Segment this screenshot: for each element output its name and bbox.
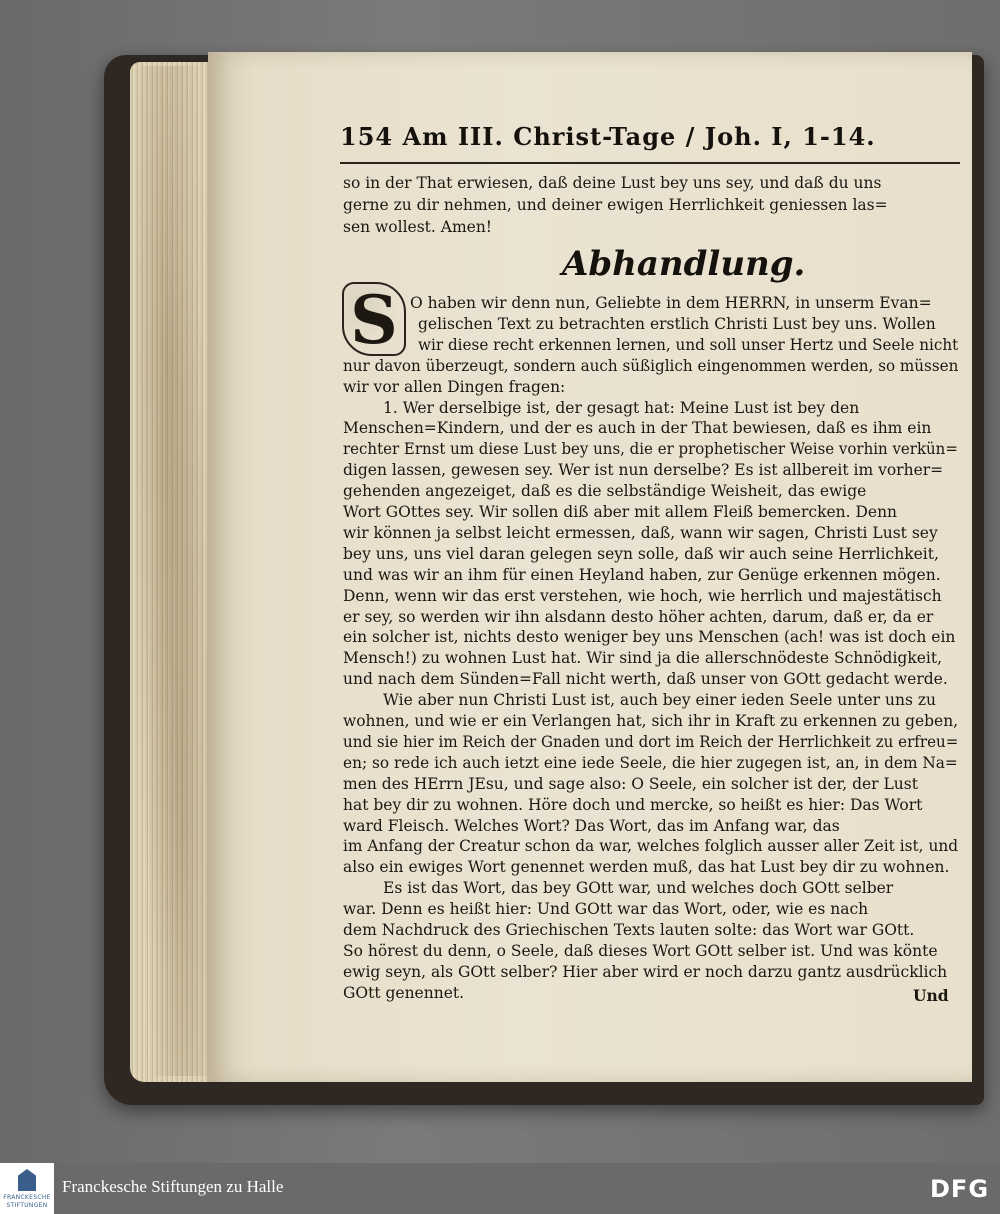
body-line: men des HErrn JEsu, und sage also: O Seele, ein solcher ist der, der Lust <box>343 774 918 793</box>
body-line: gelischen Text zu betrachten erstlich Christi Lust bey uns. Wollen <box>418 314 936 333</box>
body-line: GOtt genennet. <box>343 983 465 1002</box>
body-line: en; so rede ich auch ietzt eine iede Seele, die hier zugegen ist, an, in dem Na= <box>343 753 958 772</box>
body-line: dem Nachdruck des Griechischen Texts lauten solte: das Wort war GOtt. <box>343 921 915 939</box>
body-line: rechter Ernst um diese Lust bey uns, die er prophetischer Weise vorhin verkün= <box>343 440 958 459</box>
body-line: wir diese recht erkennen lernen, und soll unser Hertz und Seele nicht <box>418 335 959 354</box>
dfg-logo[interactable]: DFG <box>930 1175 990 1203</box>
body-line: er sey, so werden wir ihn alsdann desto höher achten, darum, daß er, da er <box>343 607 934 626</box>
body-line: nur davon überzeugt, sondern auch süßiglich eingenommen werden, so müssen <box>343 356 959 375</box>
body-line: Mensch!) zu wohnen Lust hat. Wir sind ja die allerschnödeste Schnödigkeit, <box>343 649 943 668</box>
body-line: O haben wir denn nun, Geliebte in dem HERRN, in unserm Evan= <box>410 294 932 312</box>
footer-bar <box>0 1163 1000 1214</box>
body-line: bey uns, uns viel daran gelegen seyn solle, daß wir auch seine Herrlichkeit, <box>343 544 939 563</box>
body-line: wohnen, und wie er ein Verlangen hat, sich ihr in Kraft zu erkennen zu geben, <box>343 712 959 730</box>
page-header: 154 Am III. Christ-Tage / Joh. I, 1-14. <box>340 122 876 151</box>
header-rule <box>340 162 960 164</box>
body-line: war. Denn es heißt hier: Und GOtt war das Wort, oder, wie es nach <box>343 900 869 919</box>
body-line: Denn, wenn wir das erst verstehen, wie hoch, wie herrlich und majestätisch <box>343 586 942 605</box>
body-line: gehenden angezeiget, daß es die selbständige Weisheit, das ewige <box>343 482 867 501</box>
footer-logo[interactable]: FRANCKESCHE STIFTUNGEN <box>0 1163 54 1214</box>
body-line: ward Fleisch. Welches Wort? Das Wort, das im Anfang war, das <box>343 816 840 835</box>
body-line: Menschen=Kindern, und der es auch in der That bewiesen, daß es ihm ein <box>343 419 932 438</box>
body-line: Wie aber nun Christi Lust ist, auch bey einer ieden Seele unter uns zu <box>383 691 936 710</box>
body-line: hat bey dir zu wohnen. Höre doch und mercke, so heißt es hier: Das Wort <box>343 795 923 814</box>
section-heading: Abhandlung. <box>562 244 806 284</box>
body-line: Wort GOttes sey. Wir sollen diß aber mit allem Fleiß bemercken. Denn <box>343 503 898 521</box>
body-line: 1. Wer derselbige ist, der gesagt hat: Meine Lust ist bey den <box>383 398 860 417</box>
body-line: ewig seyn, als GOtt selber? Hier aber wird er noch darzu gantz ausdrücklich <box>343 962 948 981</box>
closing-line: sen wollest. Amen! <box>343 218 493 236</box>
body-line: ein solcher ist, nichts desto weniger bey uns Menschen (ach! was ist doch ein <box>343 628 956 647</box>
catchword: Und <box>913 986 949 1005</box>
closing-line: gerne zu dir nehmen, und deiner ewigen Herrlichkeit geniessen las= <box>343 196 888 214</box>
body-line: und sie hier im Reich der Gnaden und dort im Reich der Herrlichkeit zu erfreu= <box>343 732 959 751</box>
body-line: wir können ja selbst leicht ermessen, daß, wann wir sagen, Christi Lust sey <box>343 523 938 542</box>
body-line: im Anfang der Creatur schon da war, welches folglich ausser aller Zeit ist, und <box>343 837 959 856</box>
body-line: also ein ewiges Wort genennet werden muß, das hat Lust bey dir zu wohnen. <box>343 858 950 877</box>
body-line: digen lassen, gewesen sey. Wer ist nun derselbe? Es ist allbereit im vorher= <box>343 461 944 480</box>
institution-logo-icon <box>18 1169 36 1191</box>
body-line: und nach dem Sünden=Fall nicht werth, daß unser von GOtt gedacht werde. <box>343 670 948 689</box>
body-line: wir vor allen Dingen fragen: <box>343 377 566 396</box>
body-line: und was wir an ihm für einen Heyland haben, zur Genüge erkennen mögen. <box>343 565 941 584</box>
drop-cap: S <box>342 282 406 356</box>
body-line: So hörest du denn, o Seele, daß dieses Wort GOtt selber ist. Und was könte <box>343 941 938 960</box>
footer-title[interactable]: Franckesche Stiftungen zu Halle <box>62 1177 284 1196</box>
body-line: Es ist das Wort, das bey GOtt war, und welches doch GOtt selber <box>383 879 894 898</box>
closing-line: so in der That erwiesen, daß deine Lust bey uns sey, und daß du uns <box>343 174 882 192</box>
page-edge-stains <box>136 66 214 1076</box>
